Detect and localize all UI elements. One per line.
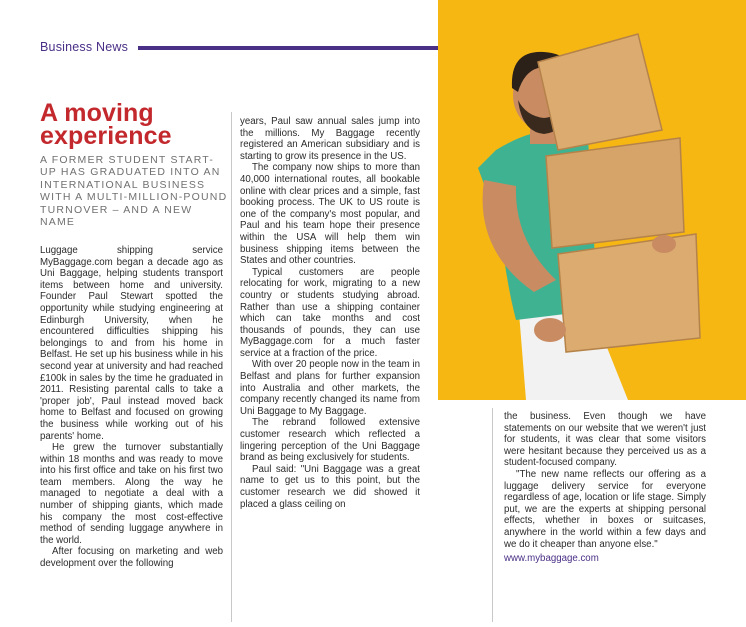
section-label: Business News bbox=[40, 40, 129, 54]
paragraph: The company now ships to more than 40,000 international routes, all bookable online with clear prices and a simple, fast booking process. The UK to US route is one of the company's most popular, and Paul and his team hope their presence within the USA will help them win business shipping items between the States and other countries. bbox=[240, 162, 420, 267]
section-rule bbox=[138, 46, 438, 50]
photo-man-carrying-boxes bbox=[438, 0, 746, 400]
paragraph: He grew the turnover substantially within 18 months and was ready to move into his first office and take on his first two team members. Along the way he managed to negotiate a deal with a number of shipping giants, which made his company the most cost-effective method of sending luggage anywhere in the world. bbox=[40, 442, 223, 546]
paragraph: With over 20 people now in the team in Belfast and plans for further expansion into Australia and other markets, the company recently changed its name from Uni Baggage to My Baggage. bbox=[240, 359, 420, 417]
paragraph: the business. Even though we have statements on our website that we weren't just for students, it was clear that some visitors were hesitant because they perceived us as a student-focused company. bbox=[504, 411, 706, 469]
website-link[interactable]: www.mybaggage.com bbox=[504, 553, 599, 565]
article-column-2 bbox=[240, 116, 420, 510]
paragraph: After focusing on marketing and web development over the following bbox=[40, 546, 223, 570]
paragraph: Paul said: "Uni Baggage was a great name to get us to this point, but the customer research we did showed it placed a glass ceiling on bbox=[240, 463, 420, 510]
column-divider bbox=[492, 408, 493, 622]
paragraph: Luggage shipping service MyBaggage.com began a decade ago as Uni Baggage, helping students transport items between home and university. Founder Paul Stewart spotted the opportunity while studying engineering at Edinburgh University, when he encountered difficulties shipping his belongings to and from his home in Belfast. He set up his business while in his second year at university and had reached £100k in sales by the time he graduated in 2011. Resisting parental calls to take a 'proper job', Paul instead moved back home to Belfast and focused on growing the business while working out of his parents' home. bbox=[40, 245, 223, 442]
paragraph: Typical customers are people relocating for work, migrating to a new country or students studying abroad. Rather than use a shipping container which can take months and cost thousands of pounds, they can use MyBaggage.com for a much faster service at a fraction of the price. bbox=[240, 266, 420, 359]
paragraph: "The new name reflects our offering as a luggage delivery service for everyone regardless of age, location or life stage. Simply put, we are the experts at shipping personal effects, whether in boxes or suitcases, anywhere in the world within a few days and we do it cheaper than anyone else." bbox=[504, 468, 706, 550]
photo-illustration bbox=[438, 0, 746, 400]
article-column-3 bbox=[504, 411, 706, 565]
column-divider bbox=[231, 112, 232, 622]
article-standfirst: A FORMER STUDENT START-UP HAS GRADUATED INTO AN INTERNATIONAL BUSINESS WITH A MULTI-MILLION-POUND TURNOVER – AND A NEW NAME bbox=[40, 154, 228, 229]
article-column-1 bbox=[40, 245, 223, 570]
paragraph: The rebrand followed extensive customer research which reflected a lingering perception of the Uni Baggage brand as being exclusively for students. bbox=[240, 417, 420, 464]
article-title: A moving experience bbox=[40, 99, 172, 150]
paragraph: years, Paul saw annual sales jump into the millions. My Baggage recently registered an American subsidiary and is starting to grow its presence in the US. bbox=[240, 116, 420, 162]
